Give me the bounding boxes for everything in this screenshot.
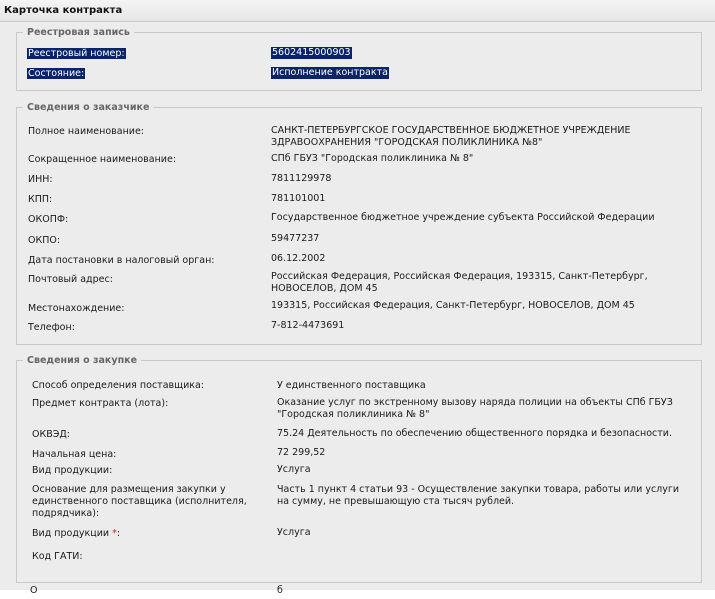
okved-value: 75.24 Деятельность по обеспечению общественного порядка и безопасности. xyxy=(277,428,672,439)
kpp-value: 781101001 xyxy=(271,193,326,204)
product-type-label: Вид продукции: xyxy=(32,465,113,476)
status-label[interactable]: Состояние: xyxy=(28,68,85,79)
purchase-group-legend: Сведения о закупке xyxy=(27,355,138,366)
phone-label: Телефон: xyxy=(28,322,75,333)
single-supplier-basis-label: Основание для размещения закупки у единственного поставщика (исполнителя, подрядчика): xyxy=(32,484,247,519)
postal-address-label: Почтовый адрес: xyxy=(28,274,113,285)
location-value: 193315, Российская Федерация, Санкт-Петербург, НОВОСЕЛОВ, ДОМ 45 xyxy=(271,300,635,311)
gati-code-label: Код ГАТИ: xyxy=(32,551,83,562)
single-supplier-basis-value: Часть 1 пункт 4 статьи 93 - Осуществление закупки товара, работы или услуги на сумму, не превышающую ста тысяч рублей. xyxy=(277,484,680,507)
tax-date-value: 06.12.2002 xyxy=(271,253,326,264)
product-type-required-colon: : xyxy=(116,528,121,539)
partial-row-right-text: б xyxy=(277,585,283,596)
window-header xyxy=(0,0,715,22)
window-title: Карточка контракта xyxy=(4,5,123,16)
inn-label: ИНН: xyxy=(28,174,53,185)
inn-value: 7811129978 xyxy=(271,173,332,184)
kpp-label: КПП: xyxy=(28,194,53,205)
customer-group-legend: Сведения о заказчике xyxy=(27,102,150,113)
short-name-value: СПб ГБУЗ "Городская поликлиника № 8" xyxy=(271,153,474,164)
required-asterisk: * xyxy=(112,528,117,539)
tax-date-label: Дата постановки в налоговый орган: xyxy=(28,255,215,266)
partial-next-row xyxy=(0,585,715,599)
product-type-value: Услуга xyxy=(277,464,311,475)
partial-row-left-text: О xyxy=(30,585,38,596)
product-type-required-label xyxy=(32,528,120,539)
location-label: Местонахождение: xyxy=(28,303,125,314)
supplier-method-label: Способ определения поставщика: xyxy=(32,380,205,391)
initial-price-value: 72 299,52 xyxy=(277,447,326,458)
contract-subject-value: Оказание услуг по экстренному вызову наряда полиции на объекты СПб ГБУЗ "Городская поликлиника № 8" xyxy=(277,397,673,420)
registry-number-value[interactable]: 5602415000903 xyxy=(272,47,351,58)
phone-value: 7-812-4473691 xyxy=(271,320,345,331)
okpo-value: 59477237 xyxy=(271,233,320,244)
okopf-value: Государственное бюджетное учреждение субъекта Российской Федерации xyxy=(271,212,655,223)
status-value[interactable]: Исполнение контракта xyxy=(272,67,388,78)
registry-group-legend: Реестровая запись xyxy=(27,27,130,38)
contract-subject-label: Предмет контракта (лота): xyxy=(32,398,169,409)
postal-address-value: Российская Федерация, Российская Федерация, 193315, Санкт-Петербург, НОВОСЕЛОВ, ДОМ 45 xyxy=(271,271,648,294)
short-name-label: Сокращенное наименование: xyxy=(28,154,177,165)
initial-price-label: Начальная цена: xyxy=(32,449,117,460)
registry-group xyxy=(16,27,702,91)
full-name-value: САНКТ-ПЕТЕРБУРГСКОЕ ГОСУДАРСТВЕННОЕ БЮДЖЕТНОЕ УЧРЕЖДЕНИЕ ЗДРАВООХРАНЕНИЯ "ГОРОДСКАЯ ПОЛИКЛИНИКА №8" xyxy=(271,125,631,148)
product-type-required-value: Услуга xyxy=(277,527,311,538)
product-type-required-text: Вид продукции xyxy=(32,528,110,539)
supplier-method-value: У единственного поставщика xyxy=(277,380,426,391)
registry-number-label[interactable]: Реестровый номер: xyxy=(28,48,125,59)
okved-label: ОКВЭД: xyxy=(32,429,70,440)
contract-card-content[interactable] xyxy=(0,22,715,596)
okpo-label: ОКПО: xyxy=(28,235,61,246)
full-name-label: Полное наименование: xyxy=(28,126,145,137)
okopf-label: ОКОПФ: xyxy=(28,214,69,225)
